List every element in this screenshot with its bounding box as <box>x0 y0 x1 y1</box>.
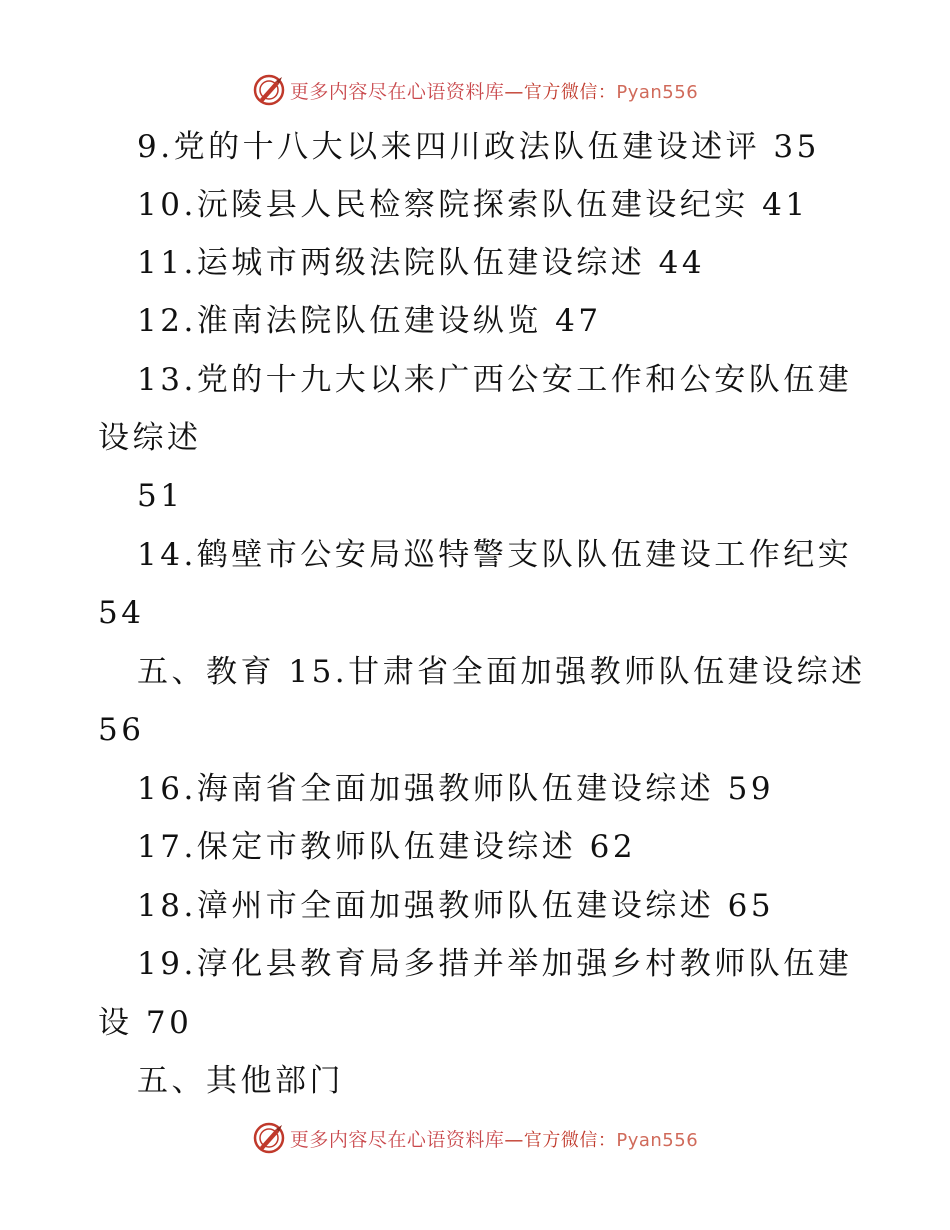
toc-entry-16: 16.海南省全面加强教师队伍建设综述 59 <box>137 771 775 807</box>
toc-entry-14-page: 54 <box>98 595 145 631</box>
toc-entry-17: 17.保定市教师队伍建设综述 62 <box>137 829 637 865</box>
toc-entry-14: 14.鹤壁市公安局巡特警支队队伍建设工作纪实 <box>137 537 853 573</box>
toc-entry-10: 10.沅陵县人民检察院探索队伍建设纪实 41 <box>137 187 809 223</box>
quill-logo-icon <box>252 73 286 107</box>
toc-entry-11: 11.运城市两级法院队伍建设综述 44 <box>137 245 706 281</box>
toc-entry-19: 19.淳化县教育局多措并举加强乡村教师队伍建 <box>137 946 853 982</box>
toc-entry-18: 18.漳州市全面加强教师队伍建设综述 65 <box>137 888 775 924</box>
watermark-text: 更多内容尽在心语资料库—官方微信：Pyan556 <box>289 1128 699 1151</box>
toc-entry-13-continued: 设综述 <box>98 420 202 456</box>
toc-entry-9: 9.党的十八大以来四川政法队伍建设述评 35 <box>137 129 820 165</box>
watermark-header <box>0 70 950 110</box>
toc-entry-15-page: 56 <box>98 712 145 748</box>
watermark-footer <box>0 1118 950 1158</box>
toc-entry-13: 13.党的十九大以来广西公安工作和公安队伍建 <box>137 362 853 398</box>
toc-entry-12: 12.淮南法院队伍建设纵览 47 <box>137 303 602 339</box>
watermark-text: 更多内容尽在心语资料库—官方微信：Pyan556 <box>289 80 699 103</box>
toc-section-education: 五、教育 15.甘肃省全面加强教师队伍建设综述 <box>137 654 866 690</box>
toc-section-other: 五、其他部门 <box>137 1063 344 1099</box>
toc-entry-19-continued: 设 70 <box>98 1005 193 1041</box>
quill-logo-icon <box>252 1121 286 1155</box>
toc-entry-13-page: 51 <box>137 478 184 514</box>
